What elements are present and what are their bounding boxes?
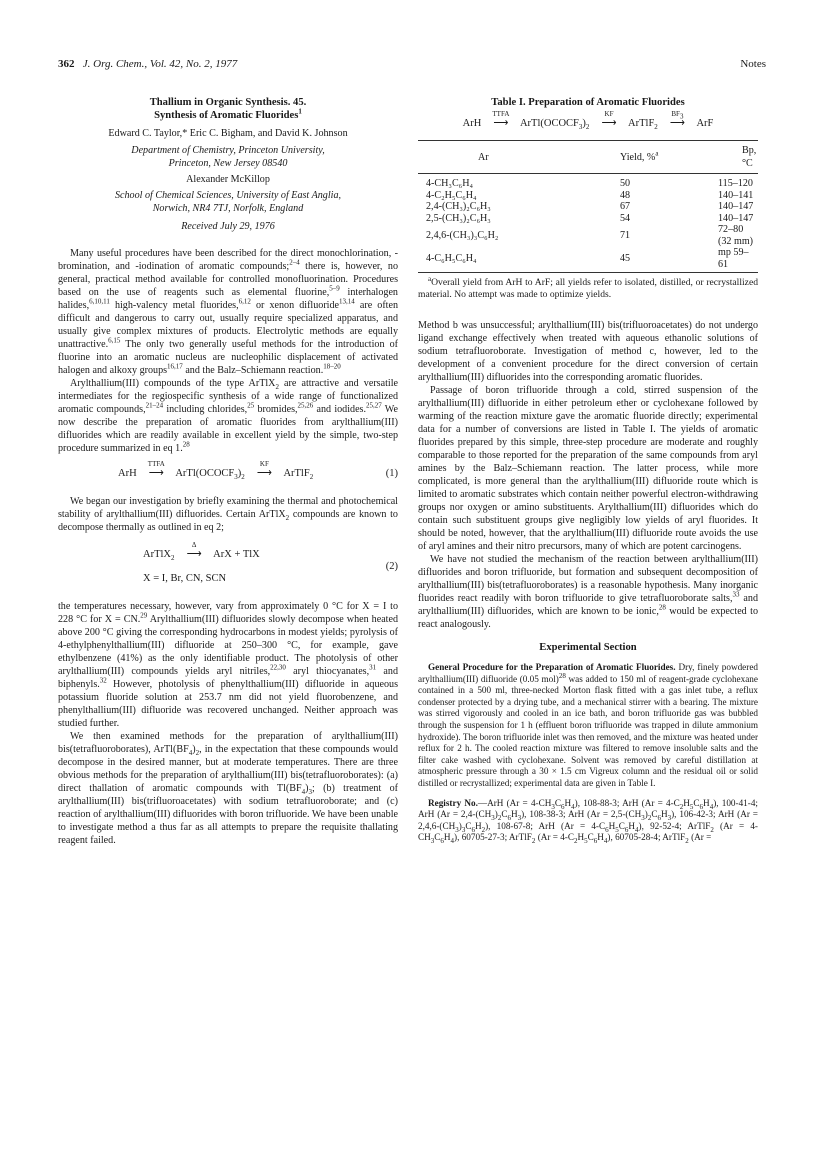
- eq1-reagent-1: TTFA: [147, 460, 165, 468]
- affil1-line2: Princeton, New Jersey 08540: [168, 158, 288, 169]
- body-paragraph: Arylthallium(III) compounds of the type ArTlX$_2$ are attractive and versatile intermediates for the regiospecific synthesis of a wide range of functionalized aromatic compounds,$^{21-24}$ including chlorides,$^{25}$ bromides,$^{25,26}$ and iodides.$^{25,27}$ We now describe the preparation of aromatic fluorides from arylthallium(III) difluorides which are readily available in excellent yield by the simple, two-step procedure summarized in eq 1.28: [58, 378, 399, 454]
- body-paragraph: We then examined methods for the preparation of arylthallium(III) bis(tetrafluoroborates), $ArTl(BF_4)_2$, in the expectation that these compounds would decompose in the desired manner, but at moderate temperatures. There are three obvious methods for the preparation of arylthallium(III) bis(tetrafluoroborates): (a) direct thallation of aromatic compounds with $Tl(BF_4)_3$; (b) treatment of arylthallium(III) bis(trifluoroacetates) with sodium tetrafluoroborate; and (c) reaction of arylthallium(III) difluorides with boron trifluoride. We have been unable to investigate method a thus far as all attempts to prepare the requisite thallating reagent failed.: [58, 731, 398, 846]
- table-scheme: ArH TTFA ⟶ $ArTl(OCOCF_3)_2$ KF ⟶ ArTlF$_2$ $BF_3$ ⟶ ArF: [462, 110, 714, 132]
- affil2-line2: Norwich, NR4 7TJ, Norfolk, England: [152, 203, 304, 214]
- eq1-reagent-2: KF: [259, 460, 269, 468]
- body-paragraph: We began our investigation by briefly examining the thermal and photochemical stability of arylthallium(III) difluorides. Certain ArTlX$_2$ compounds are known to decompose thermally as outlined in eq 2;: [58, 496, 398, 533]
- article-title: [58, 96, 398, 122]
- equation-1: ArH TTFA ⟶ $ArTl(OCOCF_3)_2$ KF ⟶ ArTlF$_2$ (1): [118, 460, 398, 482]
- table-row: 4-CH₃C₆H₄ 50 115–120: [426, 178, 753, 189]
- experimental-paragraph: General Procedure for the Preparation of Aromatic Fluorides. Dry, finely powdered arylthallium(III) difluoride (0.05 mol)$^{28}$ was added to 150 ml of reagent-grade cyclohexane contained in a 500 ml, three-necked Morton flask fitted with a gas inlet tube, a reflux condenser protected by a drying tube, and a mechanical stirrer with a bearing. The mixture was stirred vigorously and cooled in an ice bath, and boron trifluoride gas was bubbled through the suspension for 1 h (effluent boron trifluoride was trapped in dilute ammonium hydroxide). The boron trifluoride inlet was then removed, and the mixture was heated under reflux for 2 h. The cooled reaction mixture was filtered to remove insoluble salts and the filter cake washed with cyclohexane. Solvent was removed by careful distillation at atmospheric pressure through a 30 × 1.5 cm Vigreux column and the residual oil or solid distilled or recrystallized; experimental data are given in Table I.: [418, 662, 758, 788]
- table-header-row: [418, 141, 758, 174]
- scheme-intermediate-2: ArTlF: [628, 118, 655, 129]
- eq2-number: (2): [385, 561, 398, 572]
- eq2-products: ArX + TlX: [213, 549, 260, 560]
- registry-paragraph: Registry No.—ArH $(Ar = 4-CH_3C_6H_4)$, 108-88-3; ArH $(Ar = 4-C_2H_5C_6H_4)$, 100-41-4; ArH $(Ar = 2,4-(CH_3)_2C_6H_3)$, 108-38-3; ArH $(Ar = 2,5-(CH_3)_2C_6H_3)$, 106-42-3; ArH $(Ar = 2,4,6-(CH_3)_3C_6H_2)$, 108-67-8; ArH $(Ar = 4-C_6H_5C_6H_4)$, 92-52-4; ArTlF$_2$ $(Ar = 4-CH_3C_6H_4)$, 60705-27-3; ArTlF$_2$ $(Ar = 4-C_2H_5C_6H_4)$, 60705-28-4; ArTlF$_2$ (Ar =: [418, 797, 758, 846]
- eq2-heat: Δ: [191, 541, 197, 549]
- eq1-reactant: ArH: [118, 468, 137, 479]
- table-title: Table I. Preparation of Aromatic Fluorides: [491, 97, 685, 108]
- scheme-reagent-3: $BF_3$: [671, 110, 684, 121]
- scheme-reagent-2: KF: [604, 110, 614, 118]
- table-row: 4-C₂H₅C₆H₄ 48 140–141: [426, 189, 754, 201]
- eq1-arrow-1: TTFA ⟶: [139, 467, 173, 480]
- table-row: 4-C₆H₅C₆H₄ 45 mp 59–61: [418, 247, 758, 273]
- title-ref: 1: [298, 107, 302, 116]
- eq1-number: (1): [385, 468, 398, 479]
- body-paragraph: Passage of boron trifluoride through a cold, stirred suspension of the arylthallium(III) difluoride in either petroleum ether or cyclohexane followed by warming of the reaction mixture gave the aromatic fluoride directly; experimental data for a number of conversions are listed in Table I. The yields of aromatic fluorides prepared by this simple, three-step procedure are moderate and roughly comparable to those reported for the preparation of the same compounds from aryl amines by the Balz–Schiemann reaction. The latter process, while more complicated, is more general than the arylthallium(III) difluoride route which is limited to aromatic substrates which contain neither powerful electron-withdrawing groups nor oxygen or amino substituents. Arylthallium(III) difluorides which do contain such substituent groups give negligibly low yields of aryl fluorides. It should be noted, however, that the arylthallium(III) difluoride route avoids the use of aryl amines and their nitro precursors, many of which are potent carcinogens.: [418, 385, 758, 552]
- eq2-reactant: ArTlX: [143, 549, 171, 560]
- body-paragraph: Many useful procedures have been described for the direct monochlorination, -bromination, and -iodination of aromatic compounds;$^{2-4}$ there is, however, no general, practical method available for controlled monofluorination. Procedures based on the use of reagents such as elemental fluorine,$^{5-9}$ interhalogen halides,$^{6,10,11}$ high-valency metal fluorides,$^{6,12}$ or xenon difluoride$^{13,14}$ are often difficult and dangerous to carry out, usually require specialized apparatus, and usually give complex mixtures of products. Electrolytic methods are equally unattractive.$^{6,15}$ The only two generally useful methods for the introduction of fluorine into an aromatic nucleus are nucleophilic displacement of activated halogen and alkoxy groups$^{16,17}$ and the Balz–Schiemann reaction.$^{18-20}$: [58, 248, 399, 376]
- body-paragraph: Method b was unsuccessful; arylthallium(III) bis(trifluoroacetates) do not undergo ligand exchange effectively when treated with aqueous ethanolic solutions of sodium tetrafluoroborate. Investigation of method c, however, led to the development of a convenient procedure for the direct conversion of certain arylthallium(III) difluorides into the corresponding aromatic fluorides.: [418, 320, 758, 383]
- experimental-text: [418, 662, 758, 844]
- body-paragraph: the temperatures necessary, however, vary from approximately 0 °C for X = I to 228 °C for X = CN.$^{29}$ Arylthallium(III) difluorides slowly decompose when heated above 200 °C giving the corresponding hydrocarbons in modest yields; pyrolysis of 4-ethylphenylthallium(III) difluoride at 250–300 °C, for example, gave ethylbenzene (41%) as the only identifiable product. The photolysis of other arylthallium(III) compounds yields aryl nitriles,$^{22,30}$ aryl thiocyanates,$^{31}$ and biphenyls.$^{32}$ However, photolysis of phenylthallium(III) difluoride in aqueous potassium fluoride solution at 253.7 nm did not yield fluorobenzene, and phenylthallium(III) difluoride was recovered unchanged. Neither approach was studied further.: [58, 601, 399, 729]
- left-column: [58, 96, 398, 847]
- section-heading: Experimental Section: [539, 642, 637, 653]
- affil1-line1: Department of Chemistry, Princeton University,: [131, 145, 325, 156]
- scheme-start: ArH: [462, 118, 482, 129]
- scheme-intermediate-1: ArTl(OCOCF: [519, 118, 579, 129]
- table-footnote: $^a$Overall yield from ArH to ArF; all yields refer to isolated, distilled, or recrystallized material. No attempt was made to optimize yields.: [418, 274, 758, 300]
- authors: Edward C. Taylor,* Eric C. Bigham, and David K. Johnson: [108, 128, 348, 139]
- table-row: 2,5-(CH₃)₂C₆H₃ 54 140–147: [426, 212, 754, 224]
- equation-2: ArTlX$_2$ Δ ⟶ ArX + TlX X = I, Br, CN, SCN (2): [143, 541, 398, 584]
- scheme-arrow-2: KF ⟶: [592, 117, 626, 130]
- table-row: 2,4-(CH₃)₂C₆H₃ 67 140–147: [426, 201, 754, 212]
- eq2-definition: X = I, Br, CN, SCN: [143, 573, 227, 584]
- registry-lead: Registry No.: [428, 797, 478, 808]
- col-header-yield: Yield, %$^a$: [618, 141, 690, 174]
- right-column: [418, 96, 758, 844]
- section-label: Notes: [740, 58, 766, 70]
- eq1-arrow-2: KF ⟶: [247, 467, 281, 480]
- data-table: [418, 140, 758, 273]
- experimental-lead: General Procedure for the Preparation of Aromatic Fluorides.: [428, 662, 676, 672]
- title-line-1: Thallium in Organic Synthesis. 45.: [149, 97, 307, 108]
- journal-citation: J. Org. Chem., Vol. 42, No. 2, 1977: [82, 58, 238, 70]
- scheme-product: ArF: [696, 118, 714, 129]
- body-paragraph: We have not studied the mechanism of the reaction between arylthallium(III) difluorides and boron trifluoride, but formation and subsequent decomposition of arylthallium(III) bis(tetrafluoroborates) is a reasonable hypothesis. Many inorganic fluorides react readily with boron trifluoride to give tetrafluoroborate salts,$^{33}$ and arylthallium(III) difluorides, which are known to be ionic,$^{28}$ would be expected to react analogously.: [418, 554, 758, 630]
- eq1-product: ArTlF: [283, 468, 310, 479]
- affiliation-1: [58, 144, 398, 170]
- title-line-2: Synthesis of Aromatic Fluorides: [154, 110, 299, 121]
- scheme-paren: ): [582, 118, 586, 129]
- affiliation-2: [58, 189, 398, 215]
- col-header-ar: Ar: [418, 141, 618, 174]
- eq1-intermediate: ArTl(OCOCF: [175, 468, 235, 479]
- page-number: 362: [58, 58, 75, 70]
- scheme-arrow-1: TTFA ⟶: [484, 117, 518, 130]
- author-2: Alexander McKillop: [186, 174, 270, 185]
- scheme-arrow-3: $BF_3$ ⟶: [660, 117, 694, 130]
- eq2-arrow: Δ ⟶: [177, 548, 211, 561]
- table-row: 2,4,6-(CH₃)₃C₆H₂ 71 72–80 (32 mm): [426, 224, 754, 247]
- running-header: [58, 58, 766, 74]
- received-date: Received July 29, 1976: [181, 221, 275, 232]
- affil2-line1: School of Chemical Sciences, University of East Anglia,: [114, 190, 342, 201]
- col-header-bp: Bp, °C: [690, 141, 758, 174]
- scheme-reagent-1: TTFA: [492, 110, 510, 118]
